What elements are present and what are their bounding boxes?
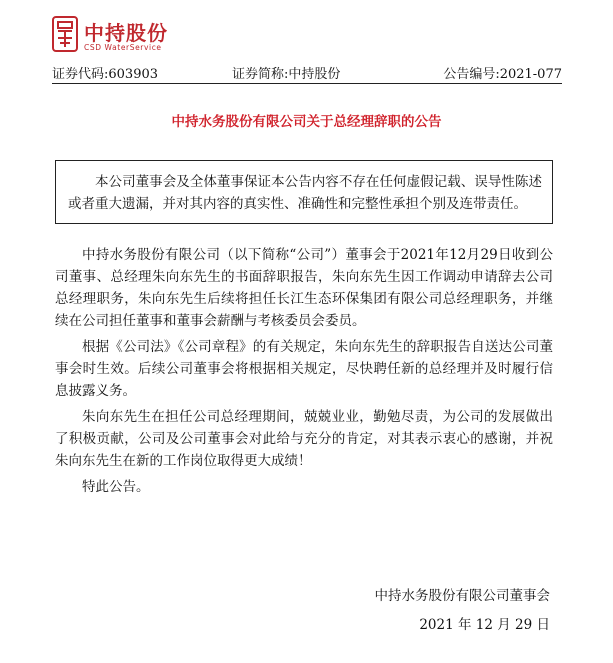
body-paragraph-closing: 特此公告。 — [82, 479, 150, 495]
announcement-info-row — [52, 63, 562, 84]
body-paragraph-appreciation: 朱向东先生在担任公司总经理期间，兢兢业业，勤勉尽责，为公司的发展做出了积极贡献，公司及公司董事会对此给与充分的肯定，对其表示衷心的感谢，并祝朱向东先生在新的工作岗位取得更大成绩！ — [55, 409, 553, 469]
announcement-body — [55, 244, 553, 498]
logo-chinese-name: 中持股份 — [84, 21, 168, 45]
signature-company: 中持水务股份有限公司董事会 — [374, 588, 550, 604]
company-logo — [52, 16, 182, 56]
logo-mark-icon — [52, 16, 78, 52]
security-code: 证券代码:603903 — [52, 67, 159, 82]
announcement-number: 公告编号:2021-077 — [443, 67, 562, 82]
body-paragraph-resignation: 中持水务股份有限公司（以下简称“公司”）董事会于2021年12月29日收到公司董事、总经理朱向东先生的书面辞职报告，朱向东先生因工作调动申请辞去公司总经理职务，朱向东先生后续将担任长江生态环保集团有限公司总经理职务，并继续在公司担任董事和董事会薪酬与考核委员会委员。 — [55, 247, 553, 329]
announcement-title: 中持水务股份有限公司关于总经理辞职的公告 — [171, 114, 442, 130]
security-short-name: 证券简称:中持股份 — [232, 67, 341, 82]
logo-english-name: CSD WaterService — [84, 43, 162, 52]
body-paragraph-regulation: 根据《公司法》《公司章程》的有关规定，朱向东先生的辞职报告自送达公司董事会时生效。后续公司董事会将根据相关规定，尽快聘任新的总经理并及时履行信息披露义务。 — [55, 339, 553, 399]
board-guarantee-notice: 本公司董事会及全体董事保证本公告内容不存在任何虚假记载、误导性陈述或者重大遗漏，并对其内容的真实性、准确性和完整性承担个别及连带责任。 — [55, 160, 553, 224]
signature-date: 2021 年 12 月 29 日 — [419, 617, 550, 633]
